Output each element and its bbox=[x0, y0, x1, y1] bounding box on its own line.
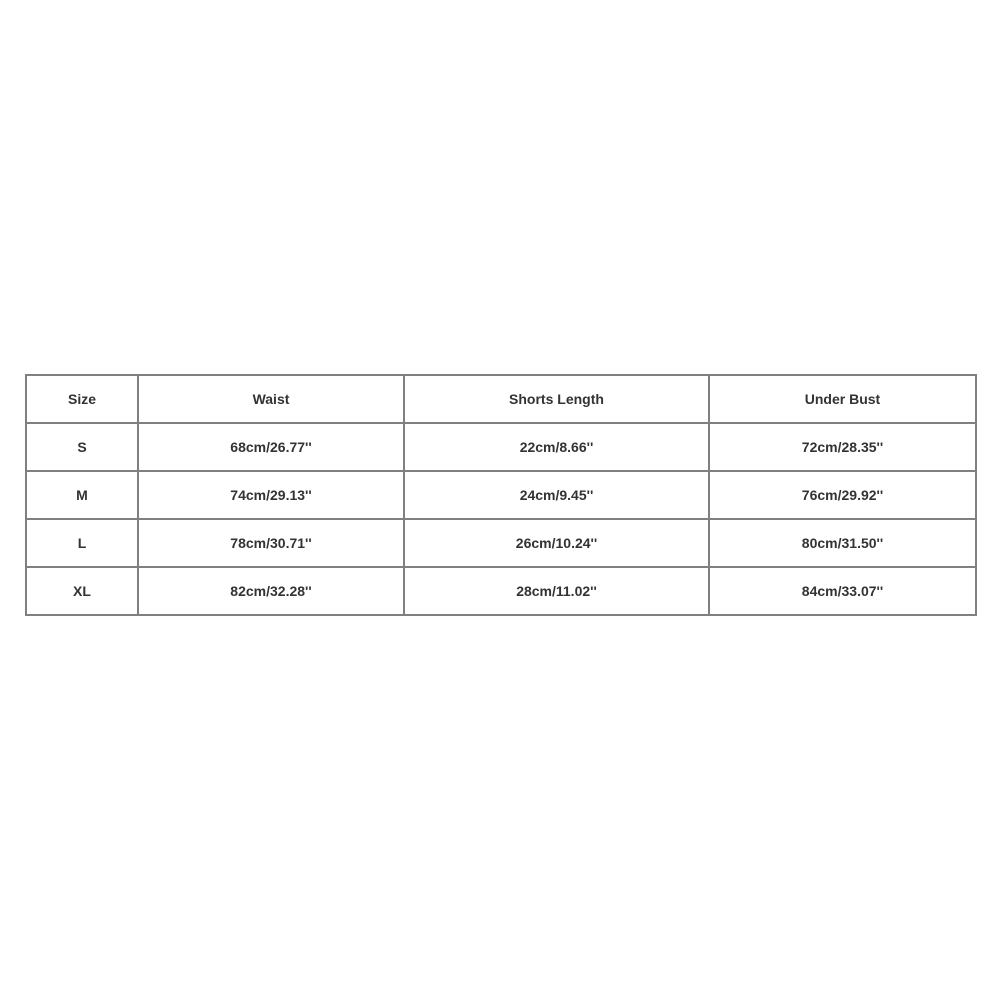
cell-waist: 78cm/30.71'' bbox=[138, 519, 404, 567]
cell-shorts-length: 26cm/10.24'' bbox=[404, 519, 709, 567]
table-row bbox=[26, 423, 976, 471]
cell-size: M bbox=[26, 471, 138, 519]
header-under-bust: Under Bust bbox=[709, 375, 976, 423]
cell-shorts-length: 24cm/9.45'' bbox=[404, 471, 709, 519]
cell-size: XL bbox=[26, 567, 138, 615]
table-row bbox=[26, 519, 976, 567]
size-chart-table bbox=[25, 374, 977, 616]
header-row bbox=[26, 375, 976, 423]
table-row bbox=[26, 567, 976, 615]
cell-waist: 74cm/29.13'' bbox=[138, 471, 404, 519]
table-row bbox=[26, 471, 976, 519]
header-waist: Waist bbox=[138, 375, 404, 423]
cell-under-bust: 84cm/33.07'' bbox=[709, 567, 976, 615]
cell-size: S bbox=[26, 423, 138, 471]
header-shorts-length: Shorts Length bbox=[404, 375, 709, 423]
cell-under-bust: 76cm/29.92'' bbox=[709, 471, 976, 519]
cell-shorts-length: 22cm/8.66'' bbox=[404, 423, 709, 471]
cell-under-bust: 80cm/31.50'' bbox=[709, 519, 976, 567]
cell-waist: 82cm/32.28'' bbox=[138, 567, 404, 615]
cell-size: L bbox=[26, 519, 138, 567]
cell-shorts-length: 28cm/11.02'' bbox=[404, 567, 709, 615]
header-size: Size bbox=[26, 375, 138, 423]
cell-under-bust: 72cm/28.35'' bbox=[709, 423, 976, 471]
cell-waist: 68cm/26.77'' bbox=[138, 423, 404, 471]
